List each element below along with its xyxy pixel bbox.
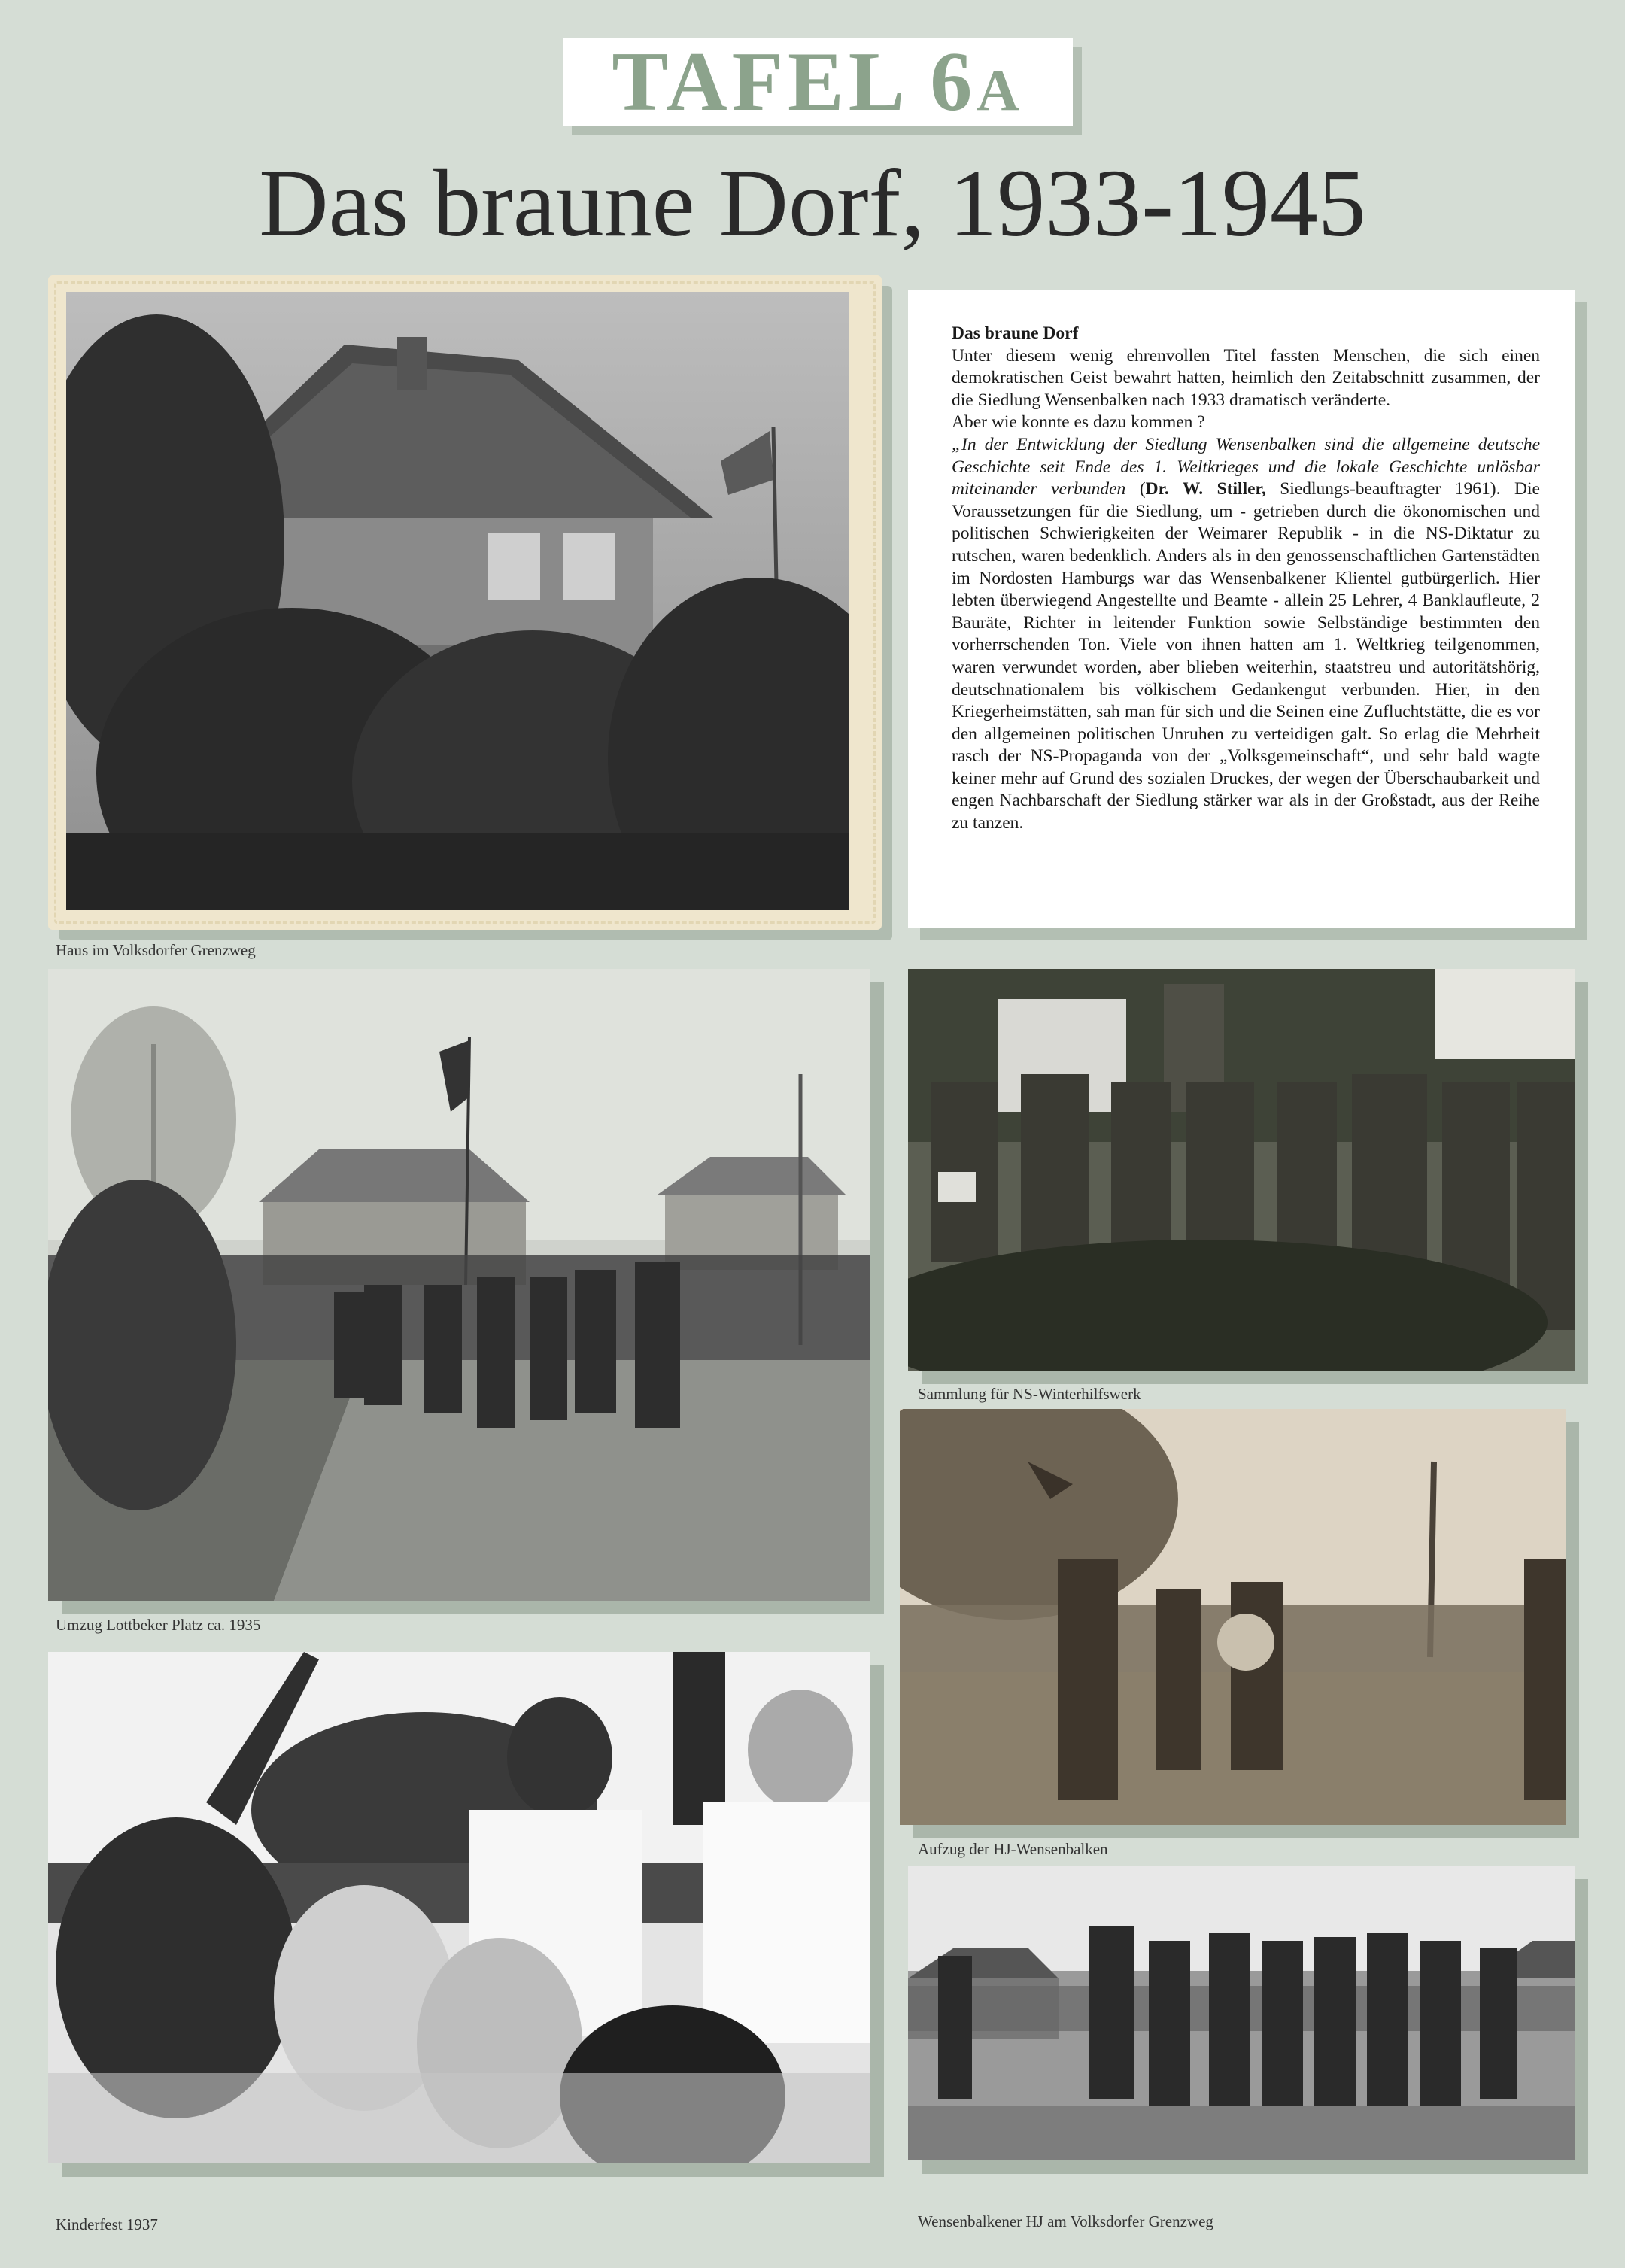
photo-umzug [48, 969, 870, 1601]
caption-hj: Wensenbalkener HJ am Volksdorfer Grenzweg [918, 2212, 1213, 2230]
photo-kinderfest [48, 1652, 870, 2163]
caption-umzug: Umzug Lottbeker Platz ca. 1935 [56, 1616, 261, 1634]
article-heading: Das braune Dorf [952, 323, 1079, 343]
caption-sammlung: Sammlung für NS-Winterhilfswerk [918, 1385, 1141, 1403]
article-intro: Unter diesem wenig ehrenvollen Titel fassten Menschen, die sich einen demokratischen Geist bewahrt hatten, heimlich den Zeitabschnitt zusammen, der die Siedlung Wensenbalken nach 1933 dramatisch veränderte. [952, 345, 1540, 410]
board-label-box [563, 35, 1073, 129]
photo-aufzug [900, 1409, 1566, 1825]
photo-haus [66, 292, 849, 910]
board-label: TAFEL 6A [612, 35, 1024, 129]
board-label-suffix: A [977, 57, 1024, 123]
caption-haus: Haus im Volksdorfer Grenzweg [56, 941, 256, 959]
article-author: Dr. W. Stiller, [1145, 479, 1266, 499]
article-quote: „In der Entwicklung der Siedlung Wensenbalken sind die allgemeine deutsche Geschichte seit Ende des 1. Weltkrieges und die lokale Geschichte unlösbar miteinander verbunden [952, 434, 1540, 499]
caption-aufzug: Aufzug der HJ-Wensenbalken [918, 1840, 1108, 1858]
photo-sammlung [908, 969, 1575, 1371]
article-author-role: Siedlungs-beauftragter 1961). [1265, 479, 1501, 499]
article-body [952, 434, 1540, 835]
article-body-text: Die Voraussetzungen für die Siedlung, um - getrieben durch die ökonomischen und politischen Schwierigkeiten der Weimarer Republik - in die NS-Diktatur zu rutschen, waren bedenklich. Anders als in den genossenschaftlichen Gartenstädten im Nordosten Hamburgs war das Wensenbalkener Klientel gutbürgerlich. Hier lebten überwiegend Angestellte und Beamte - allein 25 Lehrer, 4 Banklaufleute, 2 Bauräte, Richter in leitender Funktion sowie Selbständige bestimmten den vorherrschenden Ton. Viele von ihnen hatten am 1. Weltkrieg teilgenommen, waren verwundet worden, aber blieben weiterhin, staatstreu und autoritätshörig, deutschnationalem bis völkischem Gedankengut verbunden. Hier, in den Kriegerheimstätten, sah man für sich und die Seinen eine Zufluchtstätte, die es vor den allgemeinen politischen Unruhen zu verteidigen galt. So erlag die Mehrheit rasch der NS-Propaganda von der „Volksgemeinschaft“, und sehr bald wagte keiner mehr auf Grund des sozialen Druckes, der wegen der Überschaubarkeit und engen Nachbarschaft der Siedlung stärker war als in der Großstadt, aus der Reihe zu tanzen. [952, 479, 1540, 833]
article-question: Aber wie konnte es dazu kommen ? [952, 412, 1205, 433]
photo-hj [908, 1866, 1575, 2160]
caption-kinderfest: Kinderfest 1937 [56, 2215, 158, 2233]
quote-open: ( [1125, 479, 1146, 499]
page-title: Das braune Dorf, 1933-1945 [259, 150, 1366, 257]
article-panel [908, 290, 1575, 928]
